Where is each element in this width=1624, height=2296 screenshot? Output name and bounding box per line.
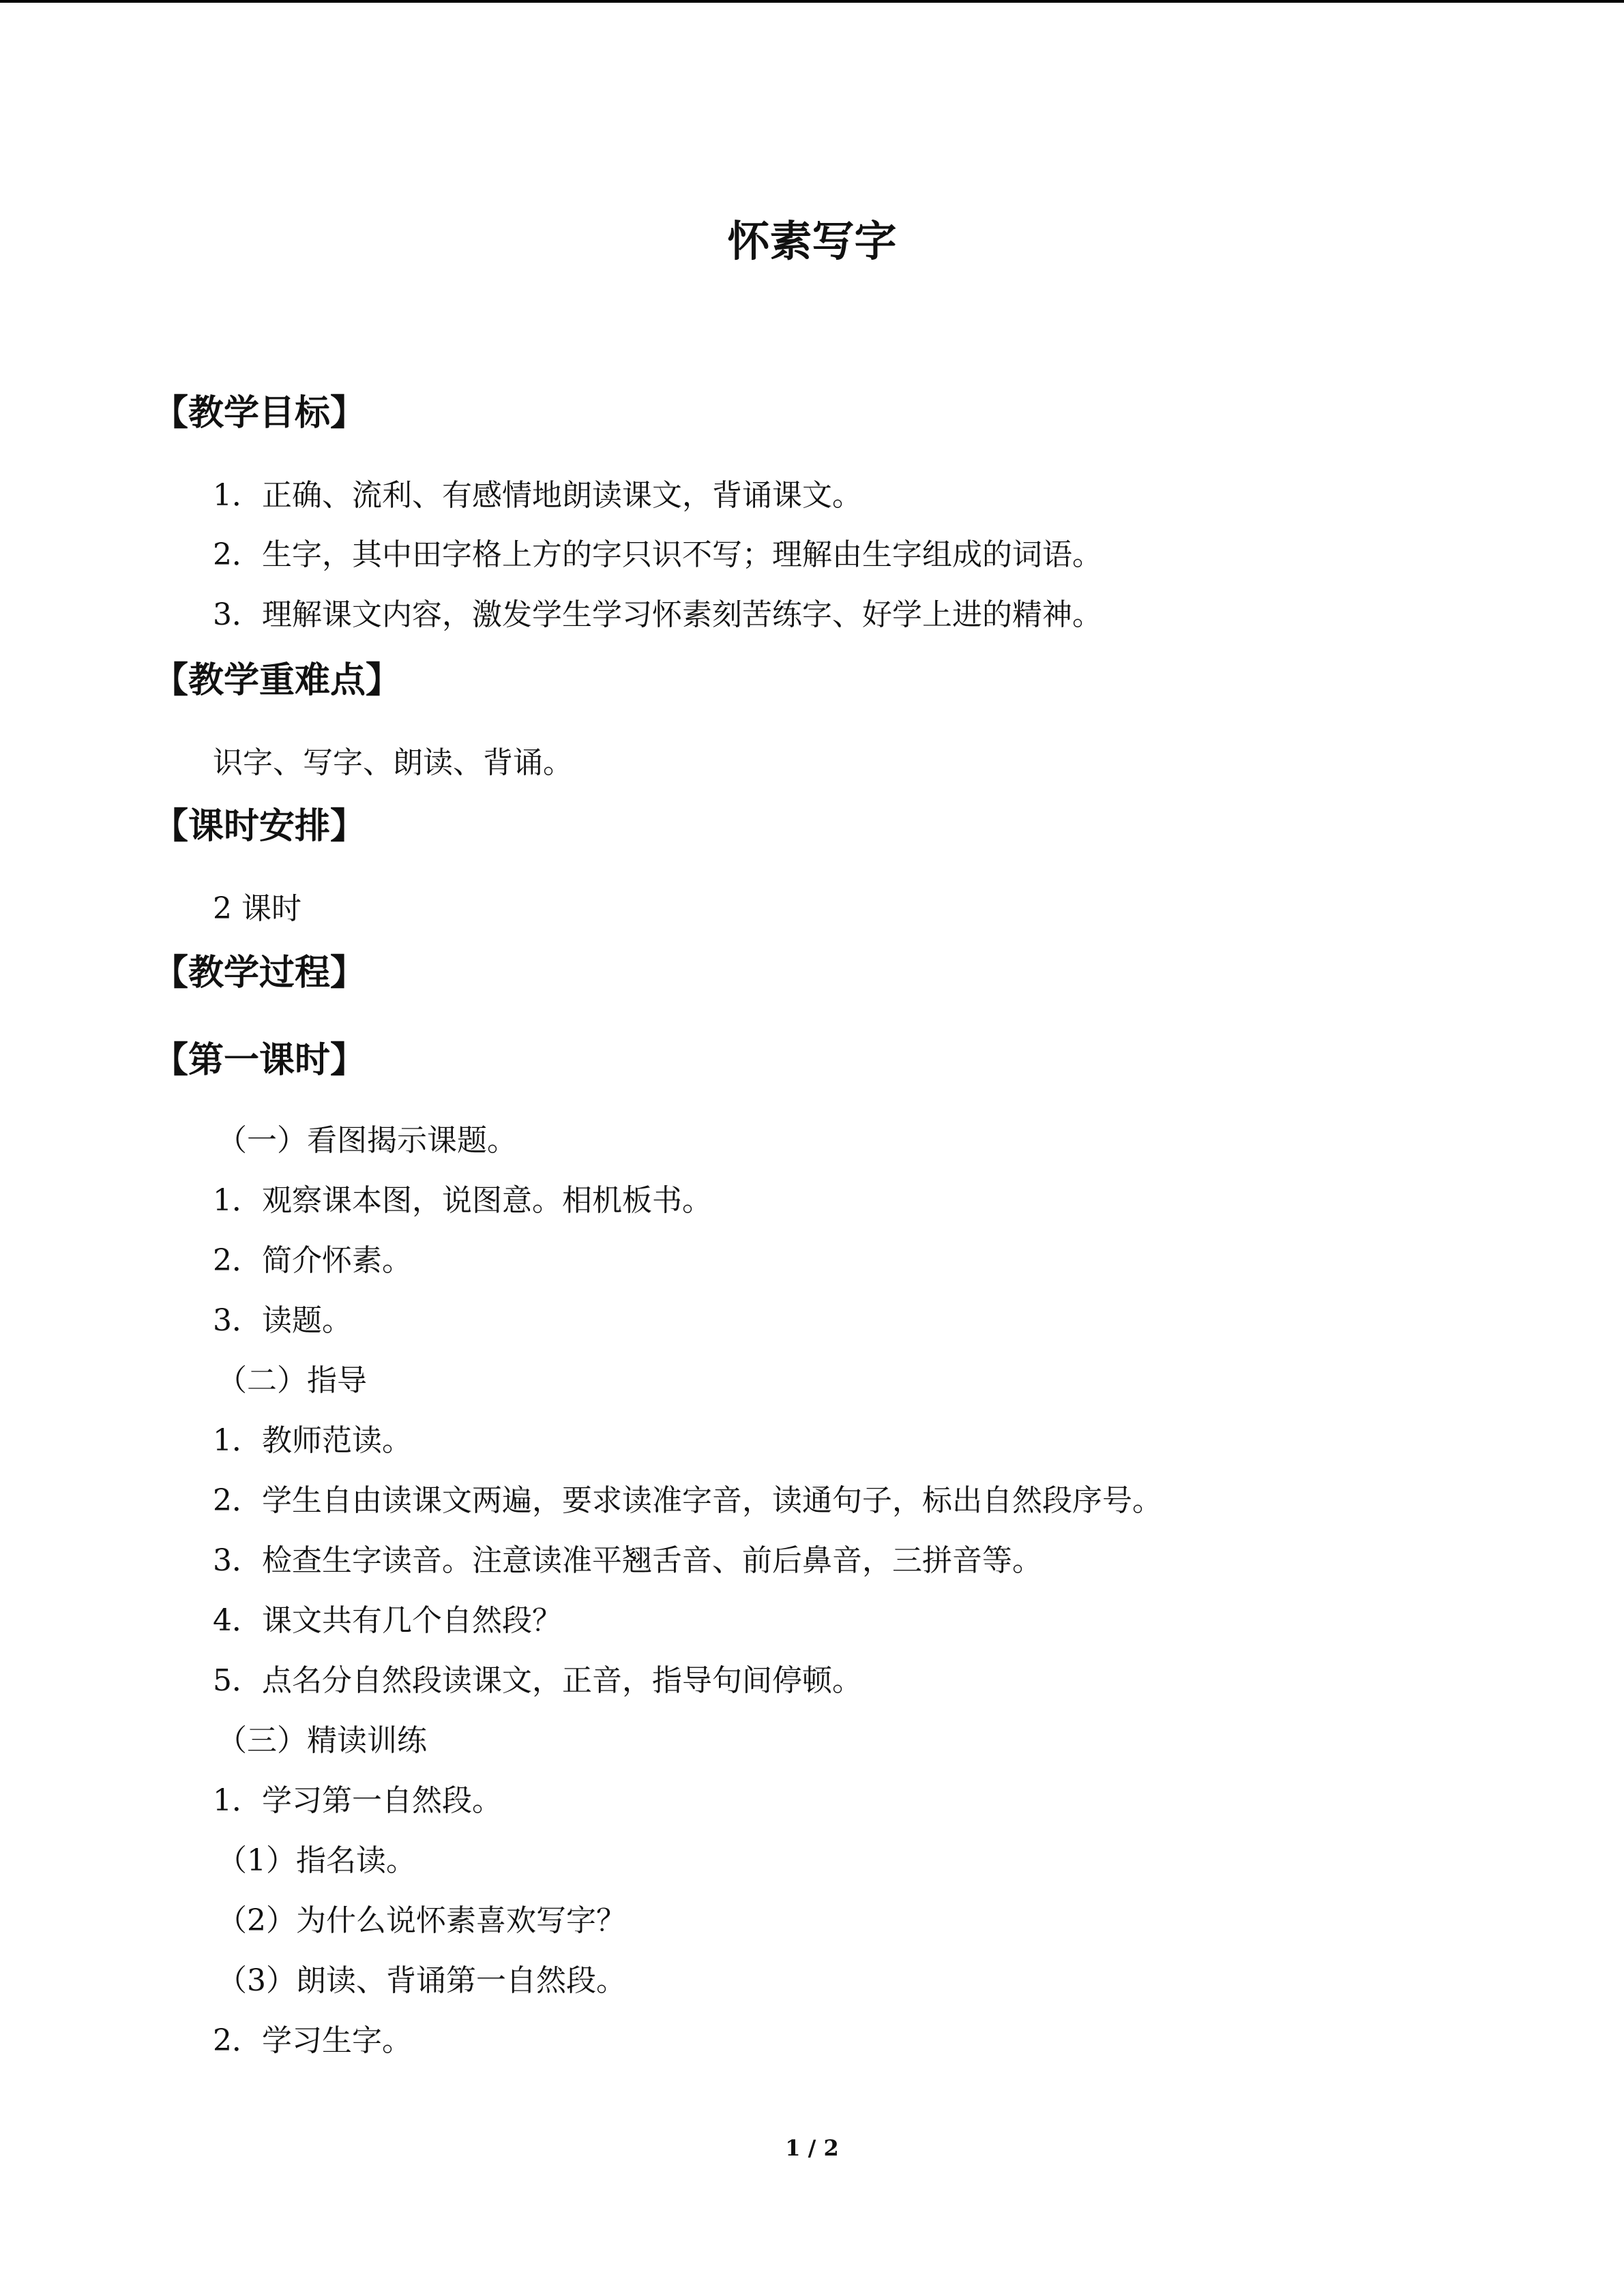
lesson-line-7: 2．学生自由读课文两遍，要求读准字音，读通句子，标出自然段序号。 [213, 1483, 1162, 1518]
lesson-line-1: （一）看图揭示课题。 [217, 1123, 517, 1158]
lesson-line-5: （二）指导 [217, 1363, 367, 1398]
lesson-line-6: 1．教师范读。 [213, 1423, 412, 1458]
lesson-line-9: 4．课文共有几个自然段？ [213, 1603, 562, 1638]
heading-process: 【教学过程】 [153, 953, 366, 994]
heading-key-points: 【教学重难点】 [153, 660, 402, 701]
lesson-line-16: 2．学习生字。 [213, 2023, 412, 2058]
page-number: 1 / 2 [785, 2135, 839, 2161]
lesson-line-4: 3．读题。 [213, 1303, 352, 1338]
objective-item-3: 3．理解课文内容，激发学生学习怀素刻苦练字、好学上进的精神。 [213, 597, 1102, 632]
heading-schedule: 【课时安排】 [153, 806, 366, 847]
heading-objectives: 【教学目标】 [153, 393, 366, 434]
lesson-line-14: （2）为什么说怀素喜欢写字？ [217, 1903, 626, 1938]
lesson-line-12: 1．学习第一自然段。 [213, 1783, 502, 1818]
key-points-text: 识字、写字、朗读、背诵。 [213, 745, 573, 780]
lesson-line-15: （3）朗读、背诵第一自然段。 [217, 1963, 626, 1998]
lesson-line-2: 1．观察课本图，说图意。相机板书。 [213, 1183, 712, 1218]
lesson-line-3: 2．简介怀素。 [213, 1243, 412, 1278]
schedule-text: 2 课时 [213, 891, 301, 926]
lesson-line-8: 3．检查生字读音。注意读准平翘舌音、前后鼻音，三拼音等。 [213, 1543, 1042, 1578]
heading-first-lesson: 【第一课时】 [153, 1040, 366, 1081]
document-title: 怀素写字 [727, 216, 897, 266]
objective-item-1: 1．正确、流利、有感情地朗读课文，背诵课文。 [213, 478, 862, 513]
lesson-line-13: （1）指名读。 [217, 1843, 416, 1878]
lesson-line-11: （三）精读训练 [217, 1723, 427, 1758]
objective-item-2: 2．生字，其中田字格上方的字只识不写；理解由生字组成的词语。 [213, 537, 1102, 572]
lesson-line-10: 5．点名分自然段读课文，正音，指导句间停顿。 [213, 1663, 862, 1698]
